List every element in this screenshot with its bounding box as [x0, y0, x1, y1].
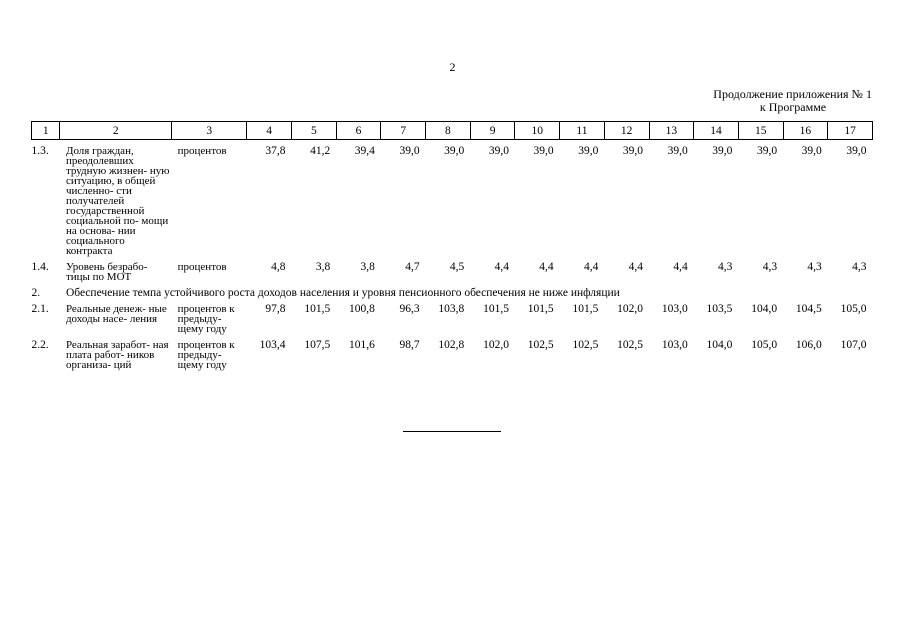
value-cell: 39,0	[533, 145, 554, 157]
row-unit: процентов к предыду- щему году	[177, 339, 235, 371]
value-cell: 39,0	[756, 145, 778, 157]
value-cell: 39,0	[578, 145, 599, 157]
value-cell: 39,0	[801, 145, 822, 157]
table-header	[32, 122, 873, 140]
header-cell: 8	[426, 122, 471, 140]
header-cell: 1	[32, 122, 60, 140]
value-cell: 102,0	[617, 303, 643, 315]
value-cell: 37,8	[265, 145, 286, 157]
value-cell: 97,8	[265, 303, 286, 315]
value-cell: 104,0	[751, 303, 778, 315]
page-number: 2	[449, 60, 456, 74]
value-cell: 39,0	[622, 145, 643, 157]
value-cell: 39,0	[444, 145, 465, 157]
value-cell: 103,8	[438, 303, 465, 315]
row-code: 1.4.	[31, 261, 49, 273]
value-cell: 4,3	[852, 261, 867, 273]
value-cell: 4,4	[628, 261, 643, 273]
table-row	[32, 304, 873, 334]
value-cell: 102,5	[572, 339, 599, 351]
value-cell: 106,0	[795, 339, 822, 351]
value-cell: 107,0	[840, 339, 867, 351]
value-cell: 105,0	[840, 303, 867, 315]
value-cell: 101,5	[572, 303, 599, 315]
header-cell: 14	[694, 122, 739, 140]
value-cell: 96,3	[399, 303, 420, 315]
value-cell: 39,0	[712, 145, 733, 157]
header-cell: 9	[470, 122, 515, 140]
value-cell: 103,0	[661, 303, 688, 315]
row-code: 2.	[31, 287, 41, 299]
value-cell: 107,5	[304, 339, 331, 351]
value-cell: 98,7	[399, 339, 420, 351]
value-cell: 105,0	[751, 339, 778, 351]
value-cell: 4,5	[449, 261, 465, 273]
value-cell: 4,3	[762, 261, 778, 273]
value-cell: 4,3	[718, 261, 733, 273]
row-code: 2.1.	[31, 303, 49, 315]
table-row	[32, 146, 873, 256]
row-name: Уровень безрабо- тицы по МОТ	[65, 261, 148, 283]
value-cell: 39,4	[354, 145, 375, 157]
row-unit: процентов	[177, 261, 227, 273]
appendix-line-1: Продолжение приложения № 1	[713, 87, 872, 101]
value-cell: 3,8	[315, 261, 331, 273]
appendix-line-2: к Программе	[759, 100, 827, 114]
table-row	[32, 262, 873, 282]
header-cell: 16	[783, 122, 828, 140]
header-cell: 7	[381, 122, 426, 140]
header-cell: 12	[604, 122, 649, 140]
value-cell: 4,8	[271, 261, 286, 273]
value-cell: 39,0	[667, 145, 688, 157]
header-cell: 17	[828, 122, 873, 140]
value-cell: 101,5	[527, 303, 554, 315]
value-cell: 4,4	[673, 261, 688, 273]
value-cell: 103,4	[259, 339, 286, 351]
row-code: 1.3.	[31, 145, 49, 157]
value-cell: 39,0	[488, 145, 509, 157]
value-cell: 39,0	[846, 145, 867, 157]
value-cell: 101,5	[304, 303, 331, 315]
header-cell: 4	[247, 122, 292, 140]
value-cell: 4,4	[539, 261, 554, 273]
table-row	[32, 340, 873, 370]
header-cell: 2	[60, 122, 172, 140]
value-cell: 103,5	[706, 303, 733, 315]
value-cell: 4,4	[494, 261, 509, 273]
header-cell: 3	[172, 122, 247, 140]
value-cell: 41,2	[310, 145, 331, 157]
indicators-table	[31, 121, 873, 370]
header-cell: 11	[560, 122, 605, 140]
section-title: Обеспечение темпа устойчивого роста доходов населения и уровня пенсионного обеспечения не ниже инфляции	[65, 287, 620, 299]
header-row	[32, 122, 873, 140]
row-name: Реальные денеж- ные доходы насе- ления	[65, 303, 167, 325]
row-name: Доля граждан, преодолевших трудную жизнен- ную ситуацию, в общей численно- сти получателей государственной социальной по- мощи на основа- нии социального контракта	[65, 145, 170, 257]
value-cell: 103,0	[661, 339, 688, 351]
row-unit: процентов к предыду- щему году	[177, 303, 235, 335]
row-code: 2.2.	[31, 339, 49, 351]
value-cell: 4,3	[807, 261, 822, 273]
value-cell: 3,8	[360, 261, 375, 273]
header-cell: 13	[649, 122, 694, 140]
section-row	[32, 288, 873, 298]
value-cell: 104,5	[795, 303, 822, 315]
closing-rule	[403, 431, 501, 432]
value-cell: 101,5	[483, 303, 509, 315]
table-body	[32, 140, 873, 371]
header-cell: 5	[292, 122, 337, 140]
value-cell: 102,8	[438, 339, 465, 351]
value-cell: 104,0	[706, 339, 733, 351]
value-cell: 102,5	[527, 339, 554, 351]
value-cell: 39,0	[399, 145, 420, 157]
value-cell: 4,7	[405, 261, 420, 273]
value-cell: 101,6	[349, 339, 375, 351]
header-cell: 15	[738, 122, 783, 140]
appendix-caption	[690, 88, 878, 114]
value-cell: 4,4	[583, 261, 599, 273]
row-name: Реальная заработ- ная плата работ- ников организа- ций	[65, 339, 169, 371]
header-cell: 10	[515, 122, 560, 140]
header-cell: 6	[336, 122, 381, 140]
value-cell: 102,5	[617, 339, 643, 351]
value-cell: 102,0	[483, 339, 509, 351]
value-cell: 100,8	[349, 303, 375, 315]
row-unit: процентов	[177, 145, 227, 157]
